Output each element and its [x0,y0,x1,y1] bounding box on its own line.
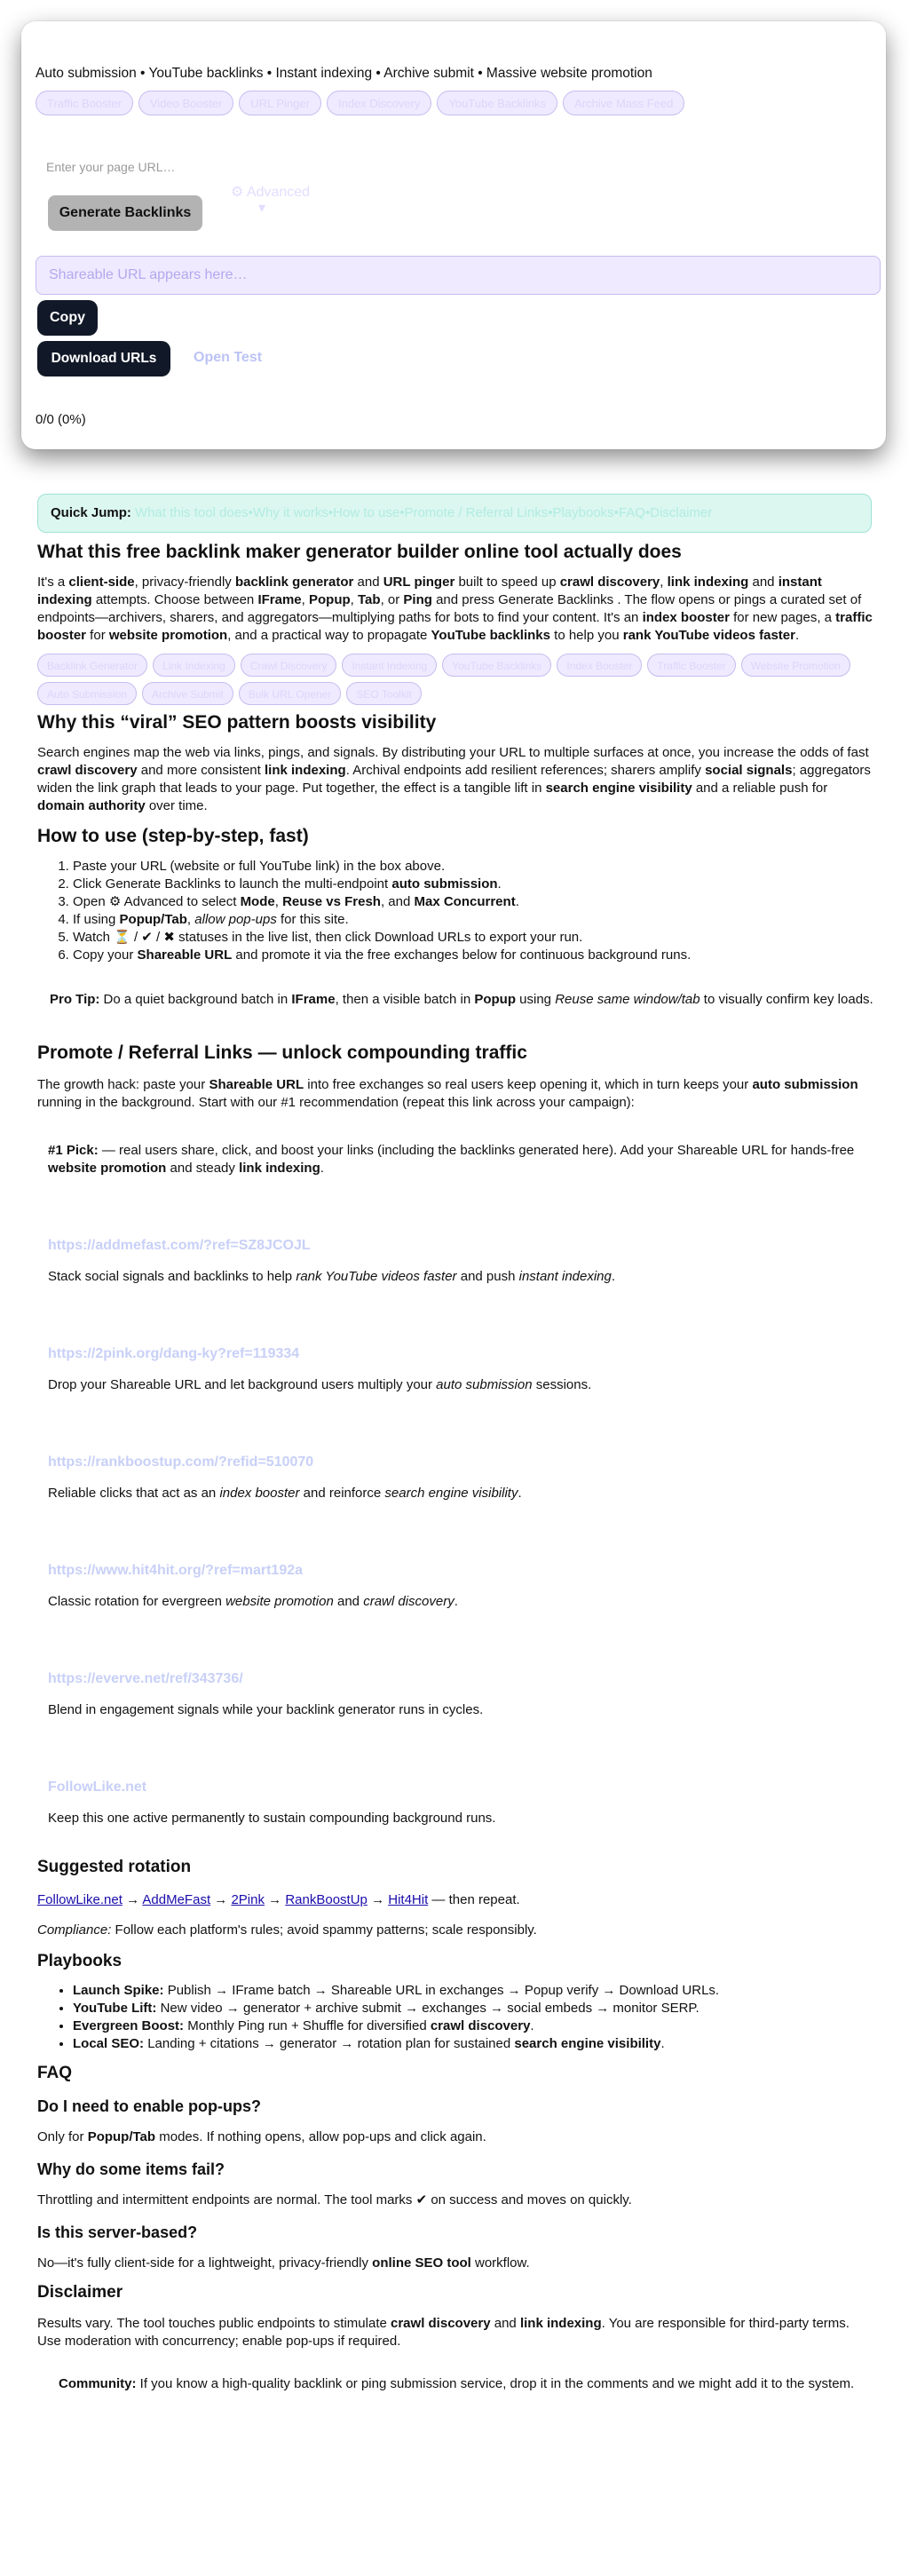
tag-pill[interactable]: Index Booster [557,654,642,677]
referral-item [37,1671,873,1719]
tag-pill[interactable]: SEO Toolkit [346,682,421,705]
feature-list: Auto submission • YouTube backlinks • Instant indexing • Archive submit • Massive website promotion [36,66,652,81]
list-item: 5. Watch ⏳ / ✔ / ✖ statuses in the live list, then click Download URLs to export your run. [73,929,873,947]
progress-counter: 0/0 (0%) [36,412,86,427]
referral-link[interactable]: https://addmefast.com/?ref=SZ8JCOJL [48,1238,311,1253]
tag-pill[interactable]: Instant Indexing [342,654,437,677]
referral-item [37,1346,873,1394]
rotation-link-2pink[interactable]: 2Pink [231,1892,265,1907]
tag-pill[interactable]: YouTube Backlinks [442,654,551,677]
tool-card [21,21,886,449]
list-item: • Local SEO: Landing + citations → generator → rotation plan for sustained search engine visibility. [73,2035,873,2053]
shareable-url-field[interactable] [36,256,881,295]
playbooks-list [37,1982,873,2053]
list-item: 6. Copy your Shareable URL and promote it via the free exchanges below for continuous background runs. [73,947,873,964]
referral-description: Stack social signals and backlinks to help rank YouTube videos faster and push instant indexing. [48,1269,616,1284]
generate-backlinks-button[interactable]: Generate Backlinks [48,195,202,231]
faq-question-failures: Why do some items fail? [37,2160,225,2178]
compliance-note: Compliance: Follow each platform's rules; avoid spammy patterns; scale responsibly. [37,1922,537,1938]
tag-pill[interactable]: Website Promotion [741,654,850,677]
rotation-link-hit4hit[interactable]: Hit4Hit [388,1892,429,1907]
download-urls-button[interactable]: Download URLs [37,341,170,376]
tag-pill[interactable]: Bulk URL Opener [239,682,342,705]
referral-list [37,1238,873,1827]
referral-link[interactable]: https://www.hit4hit.org/?ref=mart192a [48,1563,304,1578]
chip-url-pinger[interactable]: URL Pinger [239,91,321,115]
jump-link-faq[interactable]: FAQ [618,505,645,520]
tag-list [37,654,854,705]
chip-index-discovery[interactable]: Index Discovery [327,91,431,115]
tag-pill[interactable]: Traffic Booster [647,654,735,677]
referral-description: Blend in engagement signals while your backlink generator runs in cycles. [48,1702,484,1717]
rotation-line: FollowLike.net → AddMeFast → 2Pink → RankBoostUp → Hit4Hit — then repeat. [37,1892,520,1907]
faq-question-popups: Do I need to enable pop-ups? [37,2097,261,2115]
chip-video-booster[interactable]: Video Booster [138,91,233,115]
quick-jump-label: Quick Jump: [51,505,131,520]
rotation-link-followlike[interactable]: FollowLike.net [37,1892,123,1907]
list-item: • YouTube Lift: New video → generator + archive submit → exchanges → social embeds → monitor SERP. [73,2000,873,2017]
what-heading: What this free backlink maker generator builder online tool actually does [37,542,682,562]
what-paragraph: It's a client-side, privacy-friendly backlink generator and URL pinger built to speed up crawl discovery, link indexing and instant indexing attempts. Choose between IFrame, Popup, Tab, or Ping and press Generate Backlinks . The flow opens or pings a curated set of endpoints—archivers, sharers, and aggregators—multiplying paths for bots to find your content. It's an index booster for new pages, a traffic booster for website promotion, and a practical way to propagate YouTube backlinks to help you rank YouTube videos faster. [37,575,873,643]
list-item: 4. If using Popup/Tab, allow pop-ups for this site. [73,911,873,929]
rotation-link-addmefast[interactable]: AddMeFast [142,1892,211,1907]
mode-chip-row [36,91,684,115]
list-item: 3. Open ⚙ Advanced to select Mode, Reuse vs Fresh, and Max Concurrent. [73,893,873,911]
how-steps [37,858,873,964]
rotation-link-rankboostup[interactable]: RankBoostUp [285,1892,368,1907]
list-item: 2. Click Generate Backlinks to launch the multi-endpoint auto submission. [73,876,873,893]
jump-link-disclaimer[interactable]: Disclaimer [650,505,713,520]
advanced-label: ⚙ Advanced [231,185,311,200]
chip-archive-mass-feed[interactable]: Archive Mass Feed [563,91,684,115]
referral-link[interactable]: https://2pink.org/dang-ky?ref=119334 [48,1346,300,1361]
disclaimer-heading: Disclaimer [37,2283,123,2302]
referral-description: Reliable clicks that act as an index booster and reinforce search engine visibility. [48,1486,522,1501]
tag-pill[interactable]: Backlink Generator [37,654,147,677]
list-item: • Launch Spike: Publish → IFrame batch → Shareable URL in exchanges → Popup verify → Download URLs. [73,1982,873,2000]
playbooks-heading: Playbooks [37,1952,123,1970]
tag-pill[interactable]: Auto Submission [37,682,137,705]
rotation-heading: Suggested rotation [37,1858,192,1876]
referral-item [37,1779,873,1827]
why-paragraph: Search engines map the web via links, pings, and signals. By distributing your URL to multiple surfaces at once, you increase the odds of fast crawl discovery and more consistent link indexing. Archival endpoints add resilient references; sharers amplify social signals; aggregators widen the link graph that leads to your page. Put together, the effect is a tangible lift in search engine visibility and a reliable push for domain authority over time. [37,745,871,813]
faq-heading: FAQ [37,2064,73,2082]
chevron-down-icon: ▾ [257,201,266,216]
copy-button[interactable]: Copy [37,300,98,336]
chip-youtube-backlinks[interactable]: YouTube Backlinks [437,91,557,115]
jump-link-how[interactable]: How to use [333,505,400,520]
faq-answer-popups: Only for Popup/Tab modes. If nothing opens, allow pop-ups and click again. [37,2129,486,2144]
jump-link-what[interactable]: What this tool does [135,505,249,520]
how-heading: How to use (step-by-step, fast) [37,826,309,846]
referral-description: Drop your Shareable URL and let background users multiply your auto submission sessions. [48,1377,592,1392]
pro-tip: Pro Tip: Do a quiet background batch in IFrame, then a visible batch in Popup using Reuse same window/tab to visually confirm key loads. [50,992,873,1007]
faq-question-server: Is this server-based? [37,2223,198,2241]
url-input[interactable] [36,153,861,181]
faq-answer-failures: Throttling and intermittent endpoints are normal. The tool marks ✔ on success and moves on quickly. [37,2192,632,2207]
promote-heading: Promote / Referral Links — unlock compounding traffic [37,1042,527,1063]
list-item: 1. Paste your URL (website or full YouTube link) in the box above. [73,858,873,876]
referral-link[interactable]: https://everve.net/ref/343736/ [48,1671,243,1686]
quick-jump-bar: Quick Jump: What this tool does•Why it works•How to use•Promote / Referral Links•Playbooks•FAQ•Disclaimer [37,494,872,533]
tag-pill[interactable]: Link Indexing [153,654,235,677]
faq-answer-server: No—it's fully client-side for a lightweight, privacy-friendly online SEO tool workflow. [37,2255,530,2271]
referral-item [37,1454,873,1502]
jump-link-playbooks[interactable]: Playbooks [552,505,614,520]
top-pick: #1 Pick: — real users share, click, and boost your links (including the backlinks generated here). Add your Shareable URL for hands-free website promotion and steady link indexing. [48,1143,855,1176]
referral-description: Keep this one active permanently to sustain compounding background runs. [48,1811,496,1826]
referral-item [37,1238,873,1286]
article [37,542,873,2393]
advanced-toggle[interactable] [231,185,311,217]
tag-pill[interactable]: Crawl Discovery [241,654,337,677]
why-heading: Why this “viral” SEO pattern boosts visibility [37,712,437,733]
tag-pill[interactable]: Archive Submit [142,682,233,705]
promote-intro: The growth hack: paste your Shareable URL into free exchanges so real users keep opening it, which in turn keeps your auto submission running in the background. Start with our #1 recommendation (repeat this link across your campaign): [37,1077,858,1110]
referral-item [37,1563,873,1611]
jump-link-why[interactable]: Why it works [252,505,328,520]
referral-link[interactable]: FollowLike.net [48,1779,147,1795]
referral-link[interactable]: https://rankboostup.com/?refid=510070 [48,1454,314,1470]
disclaimer-text: Results vary. The tool touches public endpoints to stimulate crawl discovery and link indexing. You are responsible for third-party terms. Use moderation with concurrency; enable pop-ups if required. [37,2316,850,2349]
community-note: Community: If you know a high-quality backlink or ping submission service, drop it in the comments and we might add it to the system. [59,2376,855,2391]
chip-traffic-booster[interactable]: Traffic Booster [36,91,133,115]
jump-link-promote[interactable]: Promote / Referral Links [404,505,549,520]
list-item: • Evergreen Boost: Monthly Ping run + Shuffle for diversified crawl discovery. [73,2017,873,2035]
open-test-link[interactable]: Open Test [194,350,263,365]
referral-description: Classic rotation for evergreen website promotion and crawl discovery. [48,1594,458,1609]
